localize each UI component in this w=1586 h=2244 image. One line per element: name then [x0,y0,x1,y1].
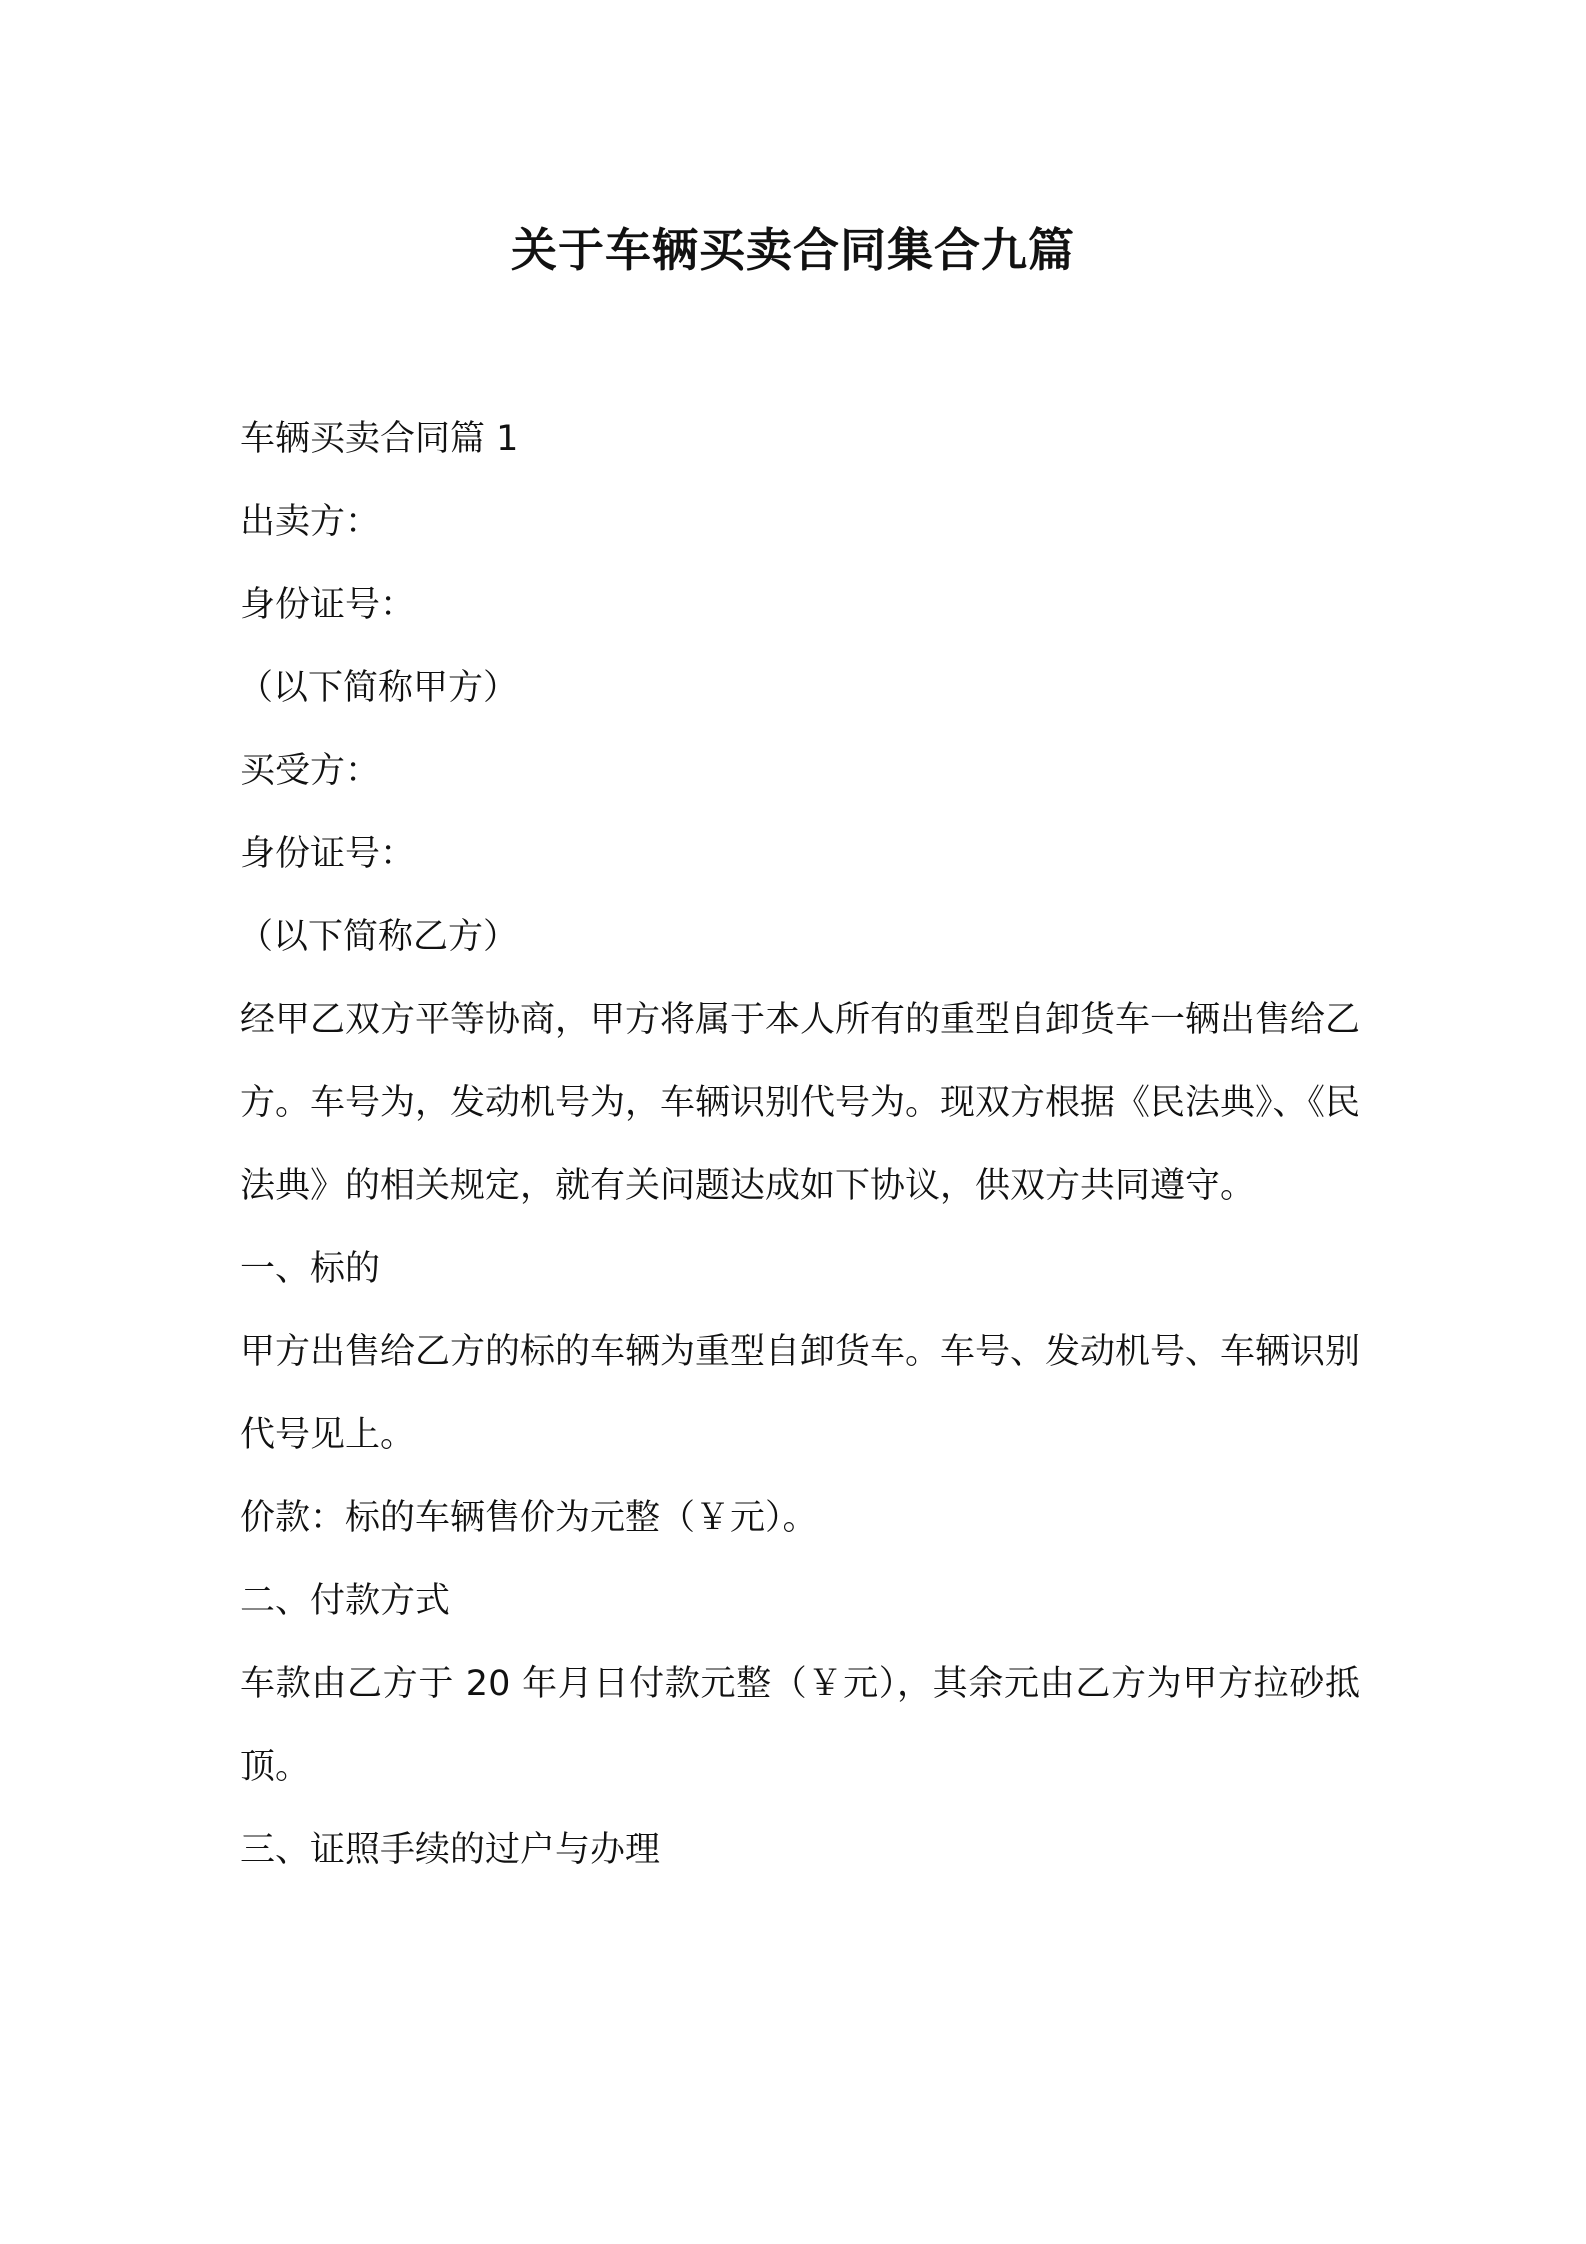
seller-alias: （以下简称甲方） [238,668,519,708]
buyer-alias: （以下简称乙方） [238,917,519,957]
buyer-id-label: 身份证号： [240,834,416,874]
document-body [240,398,1360,1892]
preamble-paragraph: 经甲乙双方平等协商，甲方将属于本人所有的重型自卸货车一辆出售给乙方。车号为，发动机号为，车辆识别代号为。现双方根据《民法典》、《民法典》的相关规定，就有关问题达成如下协议，供双方共同遵守。 [240,1000,1361,1206]
price-paragraph: 价款：标的车辆售价为元整（￥元）。 [240,1498,818,1538]
document-title: 关于车辆买卖合同集合九篇 [511,223,1075,277]
clause-heading-payment: 二、付款方式 [240,1581,451,1621]
payment-paragraph: 车款由乙方于 20 年月日付款元整（￥元），其余元由乙方为甲方拉砂抵顶。 [240,1664,1360,1787]
seller-label: 出卖方： [240,502,381,542]
subject-paragraph: 甲方出售给乙方的标的车辆为重型自卸货车。车号、发动机号、车辆识别代号见上。 [240,1332,1361,1455]
seller-id-label: 身份证号： [240,585,416,625]
clause-heading-subject: 一、标的 [240,1249,381,1289]
section-heading: 车辆买卖合同篇 1 [240,419,519,459]
buyer-label: 买受方： [240,751,381,791]
clause-heading-transfer: 三、证照手续的过户与办理 [240,1830,661,1870]
